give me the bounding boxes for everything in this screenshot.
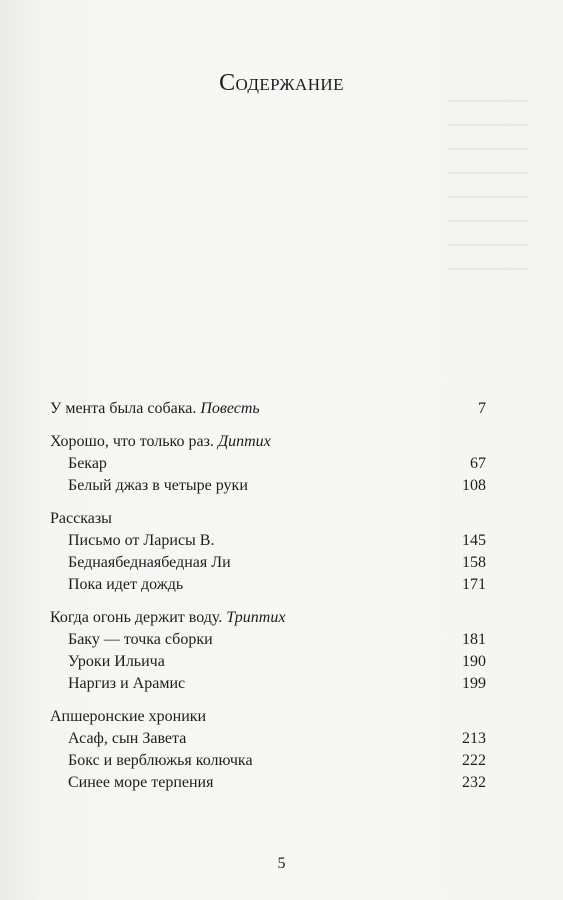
entry-title-group <box>50 431 271 453</box>
subentry-page-number: 213 <box>462 730 486 747</box>
page-title: Содержание <box>219 70 344 96</box>
subentry-page-number: 232 <box>462 774 486 791</box>
subentry-title: Бекар <box>68 455 107 472</box>
subentry-title: Белый джаз в четыре руки <box>68 477 248 494</box>
toc-subentry[interactable] <box>50 673 486 695</box>
entry-page-number: 7 <box>478 400 486 417</box>
toc-subentry[interactable] <box>50 629 486 651</box>
subentry-title: Уроки Ильича <box>68 653 165 670</box>
subentry-page-number: 108 <box>462 477 486 494</box>
toc-subentry[interactable] <box>50 750 486 772</box>
page-number: 5 <box>277 855 286 872</box>
toc-subentry[interactable] <box>50 772 486 794</box>
entry-title-group <box>50 398 260 420</box>
toc-entry[interactable] <box>50 431 486 453</box>
entry-title: Хорошо, что только раз. <box>50 433 214 450</box>
entry-title-group <box>50 607 285 629</box>
table-of-contents <box>50 398 486 794</box>
subentry-page-number: 145 <box>462 532 486 549</box>
toc-section-3 <box>50 508 486 596</box>
toc-entry[interactable] <box>50 398 486 420</box>
subentry-page-number: 171 <box>462 576 486 593</box>
show-through-text <box>448 82 528 272</box>
entry-title: У мента была собака. <box>50 400 197 417</box>
subentry-title: Асаф, сын Завета <box>68 730 187 747</box>
entry-subtitle: Повесть <box>200 400 260 417</box>
toc-section-5 <box>50 706 486 794</box>
toc-section-2 <box>50 431 486 497</box>
subentry-title: Письмо от Ларисы В. <box>68 532 215 549</box>
entry-title: Когда огонь держит воду. <box>50 609 223 626</box>
subentry-title: Бокс и верблюжья колючка <box>68 752 253 769</box>
toc-subentry[interactable] <box>50 475 486 497</box>
entry-title-group <box>50 706 206 728</box>
subentry-page-number: 199 <box>462 675 486 692</box>
subentry-title: Синее море терпения <box>68 774 214 791</box>
entry-subtitle: Триптих <box>226 609 286 626</box>
toc-entry[interactable] <box>50 508 486 530</box>
subentry-page-number: 158 <box>462 554 486 571</box>
subentry-title: Наргиз и Арамис <box>68 675 186 692</box>
entry-title-group <box>50 508 112 530</box>
subentry-title: Баку — точка сборки <box>68 631 213 648</box>
subentry-page-number: 222 <box>462 752 486 769</box>
toc-subentry[interactable] <box>50 651 486 673</box>
toc-subentry[interactable] <box>50 453 486 475</box>
subentry-page-number: 67 <box>470 455 486 472</box>
toc-subentry[interactable] <box>50 728 486 750</box>
toc-section-1 <box>50 398 486 420</box>
toc-entry[interactable] <box>50 706 486 728</box>
subentry-title: Беднаябеднаябедная Ли <box>68 554 231 571</box>
toc-section-4 <box>50 607 486 695</box>
subentry-page-number: 190 <box>462 653 486 670</box>
toc-subentry[interactable] <box>50 574 486 596</box>
subentry-title: Пока идет дождь <box>68 576 184 593</box>
entry-title: Апшеронские хроники <box>50 708 207 725</box>
toc-entry[interactable] <box>50 607 486 629</box>
toc-subentry[interactable] <box>50 552 486 574</box>
entry-subtitle: Диптих <box>217 433 271 450</box>
subentry-page-number: 181 <box>462 631 486 648</box>
entry-title: Рассказы <box>50 510 112 527</box>
toc-subentry[interactable] <box>50 530 486 552</box>
